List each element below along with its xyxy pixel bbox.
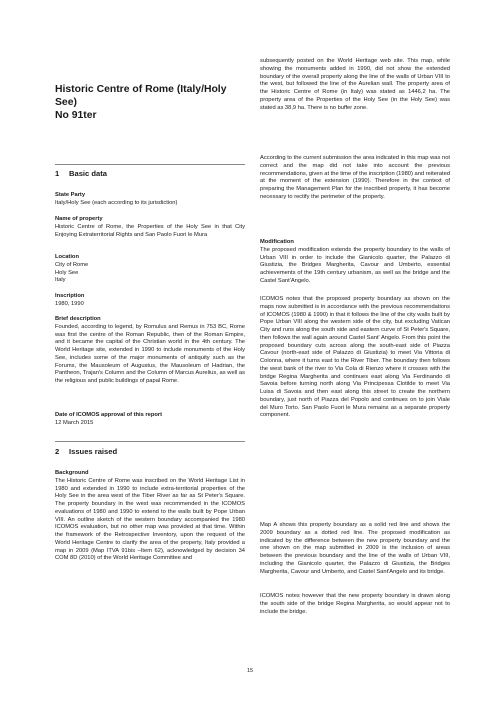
location-line: City of Rome	[55, 261, 89, 268]
approval-date-block	[55, 412, 245, 428]
property-name-block	[55, 216, 245, 239]
title-line: See)	[55, 97, 77, 108]
modification-block	[260, 239, 450, 286]
body-paragraph: According to the current submission the area indicated in this map was not correct and the map did not take into account the previous recommendations, given at the time of the inscription (1980) and reiterated at the moment of the extension (1990). Therefore in the context of preparing the Management Plan for the inscribed property, it has become necessary to rectify the perimeter of the property.	[260, 155, 450, 200]
body-paragraph: ICOMOS notes that the proposed property boundary as shown on the maps now submitted is in accordance with the previous recommendations of ICOMOS (1980 & 1990) in that it follows the line of the city walls built by Pope Urban VIII along the western side of the city, but excluding Vatican City and runs along the south side and eastern curve of St Peter's Square, then follows the wall again around Castel Sant' Angelo. From this point the proposed boundary cuts across along the south-east side of Piazza Cavour (north-east side of Palazzo di Giustizia) to meet Via Vittoria di Colonna, where it turns east to the River Tiber. The boundary then follows the west bank of the river to Via Cola di Rienzo where it crosses with the bridge Regina Margherita and continues east along Via Ferdinando di Savoia before turning north along Via Principessa Clotilde to meet Via Luisa di Savoia and then east along this street to create the northern boundary, just north of Piazza del Popolo and continues on to join Viale del Muro Torto. San Paolo Fuori le Mura remains as a separate property component.	[260, 296, 450, 419]
body-paragraph: ICOMOS notes however that the new property boundary is drawn along the south side of the bridge Regina Margherita, so would appear not to include the bridge.	[260, 593, 450, 615]
location-block	[55, 254, 245, 285]
section-title: Basic data	[69, 169, 107, 178]
field-value: 12 March 2015	[55, 419, 94, 426]
section-heading-basic-data	[55, 169, 107, 179]
field-label: Inscription	[55, 293, 85, 299]
field-label: Brief description	[55, 316, 101, 322]
field-value: Historic Centre of Rome, the Properties of the Holy See in that City Enjoying Extraterritorial Rights and San Paolo Fuori le Mura	[55, 223, 245, 238]
brief-description-block	[55, 316, 245, 386]
field-label: Date of ICOMOS approval of this report	[55, 412, 163, 418]
field-value: 1980, 1990	[55, 300, 84, 307]
title-line: No 91ter	[55, 110, 97, 121]
field-value: The Historic Centre of Rome was inscribed on the World Heritage List in 1980 and extended in 1990 to include extra-territorial properties of the Holy See in the area west of the Tiber River as far as St Peter's Square. The property boundary in the west was recommended in the ICOMOS evaluations of 1980 and 1990 to extend to the walls built by Pope Urban VIII. An outline sketch of the western boundary accompanied the 1980 ICOMOS evaluation, but no other map was provided at that time. Within the framework of the Retrospective Inventory, upon the request of the World Heritage Centre to clarify the area of the property, Italy provided a map in 2009 (Map ITVA 91bis –Item 62), acknowledged by decision 34 COM 8D (2010) of the World Heritage Committee and	[55, 477, 245, 562]
field-label: State Party	[55, 192, 86, 198]
section-title: Issues raised	[69, 447, 118, 456]
field-value: Italy/Holy See (each according to its jurisdiction)	[55, 199, 178, 206]
section-number: 2	[55, 447, 60, 456]
field-label: Modification	[260, 239, 294, 245]
field-value: The proposed modification extends the property boundary to the walls of Urban VIII in order to include the Gianicolo quarter, the Palazzo di Giustizia, the Bridges Margherita, Cavour and Umberto, essential achievements of the 19th century urbanism, as well as the bridge and the Castel Sant'Angelo.	[260, 246, 450, 284]
field-label: Location	[55, 254, 79, 260]
inscription-block	[55, 293, 245, 309]
background-block	[55, 470, 245, 563]
section-divider	[55, 441, 245, 442]
field-value: Founded, according to legend, by Romulus and Remus in 753 BC, Rome was first the centre of the Roman Republic, then of the Roman Empire, and it became the capital of the Christian world in the 4th century. The World Heritage site, extended in 1990 to include monuments of the Holy See, includes some of the major monuments of antiquity such as the Forums, the Mausoleum of Augustus, the Mausoleum of Hadrian, the Pantheon, Trajan's Column and the Column of Marcus Aurelius, as well as the religious and public buildings of papal Rome.	[55, 323, 245, 384]
location-line: Holy See	[55, 269, 79, 276]
body-paragraph: Map A shows this property boundary as a solid red line and shows the 2009 boundary as a dotted red line. The proposed modification as indicated by the difference between the new property boundary and the one shown on the map submitted in 2009 is the inclusion of areas between the previous boundary and the line of the walls of Urban VIII, including the Gianicolo quarter, the Palazzo di Giustizia, the Bridges Margherita, Cavour and Umberto, and Castel Sant'Angelo and its bridge.	[260, 522, 450, 575]
field-label: Name of property	[55, 216, 103, 222]
section-heading-issues-raised	[55, 447, 117, 457]
section-number: 1	[55, 169, 60, 178]
page-number: 15	[246, 668, 254, 674]
body-paragraph: subsequently posted on the World Heritage web site. This map, while showing the monuments added in 1990, did not show the extended boundary of the overall property along the line of the walls of Urban VIII to the west, but followed the line of the Aurelian wall. The property area of the Historic Centre of Rome (in Italy) was stated as 1446,2 ha. The property area of the Properties of the Holy See (in the Holy See) was stated as 38,9 ha. There is no buffer zone.	[260, 58, 450, 111]
field-label: Background	[55, 470, 89, 476]
document-title	[55, 83, 245, 122]
location-line: Italy	[55, 277, 66, 284]
title-line: Historic Centre of Rome (Italy/Holy	[55, 84, 227, 95]
section-divider	[55, 164, 245, 165]
state-party-block	[55, 192, 245, 208]
